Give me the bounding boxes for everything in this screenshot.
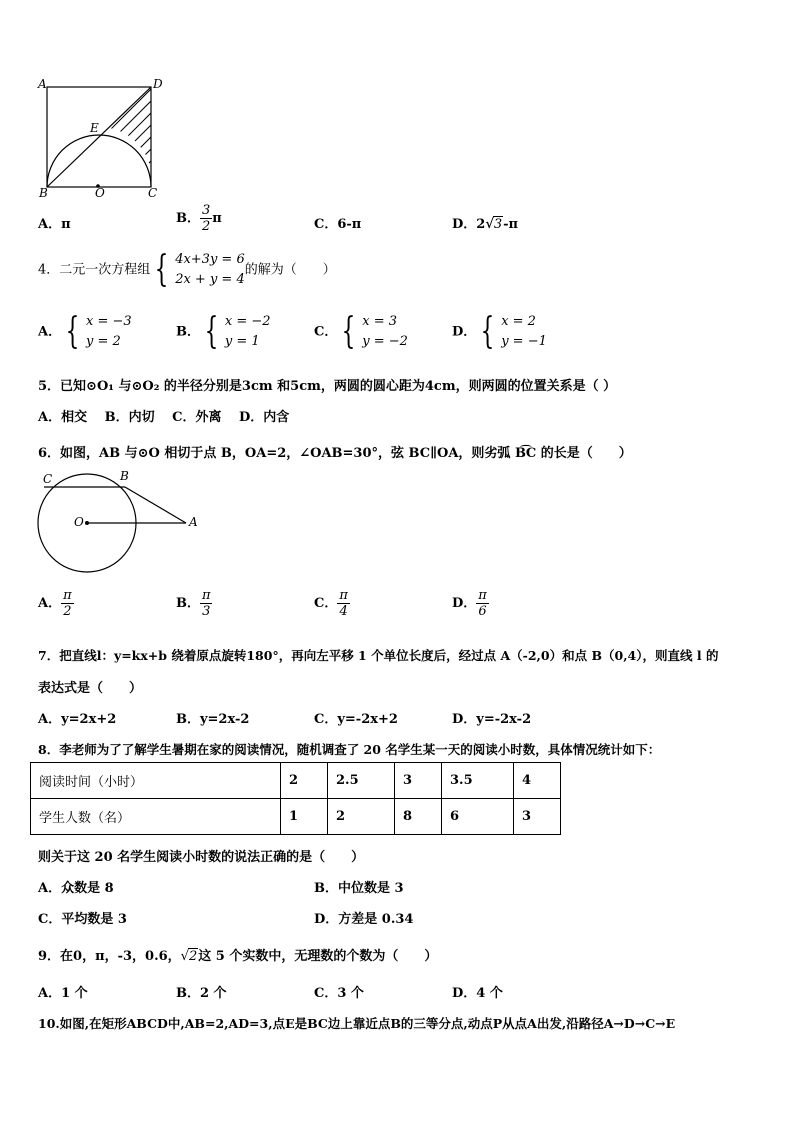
q4-stem: 4．二元一次方程组 { 4x+3y = 6 2x + y = 4 的解为（ ） (38, 249, 336, 290)
q3-option-c[interactable]: C．6-π (314, 217, 362, 232)
q8-option-b[interactable]: B．中位数是 3 (314, 881, 404, 896)
table-cell: 2 (281, 763, 328, 799)
table-cell: 2 (328, 799, 395, 835)
q4-option-d[interactable]: D． { x = 2 y = −1 (452, 311, 547, 352)
q6-label-B: B (120, 469, 129, 483)
q5-options[interactable]: A．相交 B．内切 C．外离 D．内含 (38, 410, 290, 425)
q6-option-a[interactable]: A． $\frac{\pi}{2}$ (38, 588, 72, 619)
brace-icon: { (154, 249, 169, 290)
q6-option-c[interactable]: C． $\frac{\pi}{4}$ (314, 588, 348, 619)
table-cell: 4 (514, 763, 561, 799)
table-cell: 2.5 (328, 763, 395, 799)
q6-figure (34, 470, 204, 576)
q8-option-c[interactable]: C．平均数是 3 (38, 912, 127, 927)
q6-option-d[interactable]: D． $\frac{\pi}{6}$ (452, 588, 487, 619)
q7-option-d[interactable]: D．y=-2x-2 (452, 712, 532, 727)
table-cell: 3.5 (442, 763, 514, 799)
q3-label-E: E (90, 121, 99, 135)
q3-label-C: C (148, 186, 158, 200)
table-cell: 1 (281, 799, 328, 835)
q8-question: 则关于这 20 名学生阅读小时数的说法正确的是（ ） (38, 850, 365, 865)
table-cell: 8 (395, 799, 442, 835)
q8-stem: 8．李老师为了了解学生暑期在家的阅读情况，随机调查了 20 名学生某一天的阅读小时数，具体情况统计如下： (38, 742, 661, 757)
q10-stem: 10.如图,在矩形ABCD中,AB=2,AD=3,点E是BC边上靠近点B的三等分点,动点P从点A出发,沿路径A→D→C→E (38, 1016, 676, 1031)
q4-option-c[interactable]: C． { x = 3 y = −2 (314, 311, 408, 352)
q3-option-d[interactable]: D．2√3-π (452, 217, 519, 232)
q8-option-d[interactable]: D．方差是 0.34 (314, 912, 414, 927)
table-cell: 3 (395, 763, 442, 799)
q3-option-b-fraction: $\frac{3}{2}$ (202, 203, 211, 234)
q4-option-b[interactable]: B． { x = −2 y = 1 (176, 311, 271, 352)
q5-stem: 5．已知⊙O₁ 与⊙O₂ 的半径分别是3cm 和5cm，两圆的圆心距为4cm，则两圆的位置关系是（ ） (38, 379, 617, 394)
q4-option-a[interactable]: A． { x = −3 y = 2 (38, 311, 132, 352)
q7-option-c[interactable]: C．y=-2x+2 (314, 712, 398, 727)
q7-option-b[interactable]: B．y=2x-2 (176, 712, 250, 727)
table-row (31, 763, 561, 799)
q3-option-b[interactable]: B． $\frac{3}{2}$ π (176, 203, 222, 234)
q9-option-c[interactable]: C．3 个 (314, 986, 364, 1001)
q9-option-d[interactable]: D．4 个 (452, 986, 503, 1001)
table-cell: 3 (514, 799, 561, 835)
q3-label-A: A (38, 77, 47, 91)
q8-option-a[interactable]: A．众数是 8 (38, 881, 114, 896)
q9-option-a[interactable]: A．1 个 (38, 986, 88, 1001)
q7-stem-line1: 7．把直线l：y=kx+b 绕着原点旋转180°，再向左平移 1 个单位长度后，经过点 A（-2,0）和点 B（0,4），则直线 l 的 (38, 648, 719, 663)
table-cell: 6 (442, 799, 514, 835)
q6-label-C: C (43, 472, 53, 486)
q6-label-A: A (189, 515, 198, 529)
sqrt-icon: √ (180, 949, 189, 964)
q7-option-a[interactable]: A．y=2x+2 (38, 712, 117, 727)
q3-label-B: B (39, 186, 48, 200)
q9-stem: 9．在0，π，-3，0.6，√2这 5 个实数中，无理数的个数为（ ） (38, 949, 438, 964)
reading-table (30, 762, 561, 835)
q9-option-b[interactable]: B．2 个 (176, 986, 227, 1001)
q6-option-b[interactable]: B． $\frac{\pi}{3}$ (176, 588, 211, 619)
q6-stem: 6．如图，AB 与⊙O 相切于点 B，OA=2，∠OAB=30°，弦 BC∥OA，则劣弧 B͡C 的长是（ ） (38, 446, 632, 461)
q3-option-b-label: B． (176, 211, 200, 226)
q7-stem-line2: 表达式是（ ） (38, 681, 143, 696)
table-row (31, 799, 561, 835)
q3-option-a[interactable]: A．π (38, 217, 71, 232)
sqrt-icon: √ (485, 217, 494, 232)
table-cell: 学生人数（名） (31, 799, 281, 835)
q6-label-O: O (74, 515, 84, 529)
q3-label-D: D (153, 77, 163, 91)
q3-label-O: O (95, 186, 105, 200)
table-cell: 阅读时间（小时） (31, 763, 281, 799)
q3-figure (36, 74, 166, 204)
